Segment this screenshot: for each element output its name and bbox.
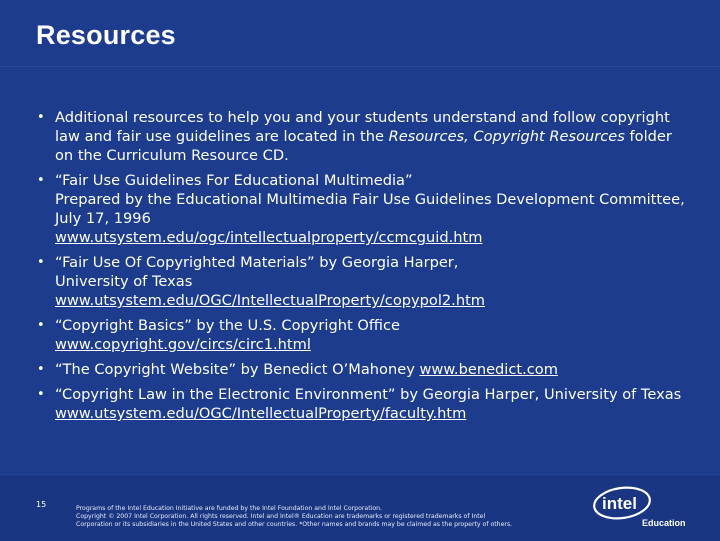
list-item	[36, 253, 686, 310]
bullet-icon: •	[37, 255, 45, 270]
resource-list	[36, 108, 686, 429]
bullet-text: Additional resources to help you and your students understand and follow copyright law and fair use guidelines are located in the	[55, 109, 670, 145]
resource-title: “Fair Use Of Copyrighted Materials” by Georgia Harper,	[55, 254, 459, 271]
list-item	[36, 385, 686, 423]
page-number: 15	[36, 500, 47, 509]
bullet-icon: •	[37, 318, 45, 333]
bullet-icon: •	[37, 110, 45, 125]
bullet-icon: •	[37, 362, 45, 377]
resource-description: University of Texas	[55, 273, 193, 290]
list-item	[36, 316, 686, 354]
resource-description: Prepared by the Educational Multimedia Fair Use Guidelines Development Committee, July 17, 1996	[55, 191, 685, 227]
logo-subtitle: Education	[642, 518, 686, 528]
resource-title: “The Copyright Website” by Benedict O’Mahoney	[55, 361, 420, 378]
resource-link[interactable]: www.copyright.gov/circs/circ1.html	[55, 336, 311, 353]
slide-title: Resources	[36, 20, 176, 50]
legal-line: Programs of the Intel Education Initiative are funded by the Intel Foundation and Intel Corporation.	[76, 505, 383, 512]
list-item	[36, 360, 686, 379]
legal-line: Copyright © 2007 Intel Corporation. All rights reserved. Intel and Intel® Education are trademarks or registered trademarks of Intel	[76, 513, 486, 520]
legal-line: Corporation or its subsidiaries in the United States and other countries. *Other names and brands may be claimed as the property of others.	[76, 521, 513, 528]
resource-link[interactable]: www.benedict.com	[419, 361, 558, 378]
resource-link[interactable]: www.utsystem.edu/OGC/IntellectualProperty/copypol2.htm	[55, 292, 486, 309]
list-item	[36, 108, 686, 165]
intel-education-logo	[592, 483, 688, 531]
logo-word: intel	[602, 494, 637, 513]
bullet-text-italic: Resources, Copyright Resources	[388, 128, 625, 145]
resource-link[interactable]: www.utsystem.edu/ogc/intellectualproperty/ccmcguid.htm	[55, 229, 483, 246]
title-divider	[0, 66, 720, 67]
resource-link[interactable]: www.utsystem.edu/OGC/IntellectualProperty/faculty.htm	[55, 405, 467, 422]
resource-title: “Copyright Basics” by the U.S. Copyright Office	[55, 317, 400, 334]
bullet-icon: •	[37, 173, 45, 188]
resource-title: “Fair Use Guidelines For Educational Multimedia”	[55, 172, 413, 189]
legal-notice	[76, 505, 586, 529]
resource-title: “Copyright Law in the Electronic Environment” by Georgia Harper, University of Texas	[55, 386, 682, 403]
bullet-text: folder on the Curriculum Resource CD.	[55, 128, 672, 164]
bullet-icon: •	[37, 387, 45, 402]
list-item	[36, 171, 686, 247]
